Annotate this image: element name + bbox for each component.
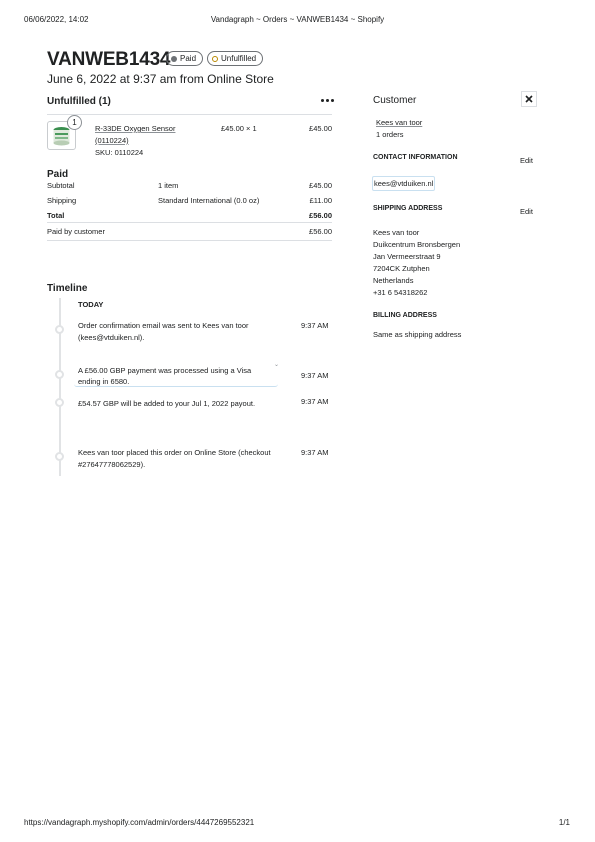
customer-email-link[interactable]: kees@vtduiken.nl xyxy=(372,176,435,191)
timeline-event-time: 9:37 AM xyxy=(301,448,329,457)
timeline-event-text: A £56.00 GBP payment was processed using a Visa xyxy=(78,366,252,375)
billing-heading: BILLING ADDRESS xyxy=(373,312,437,319)
product-sku: SKU: 0110224 xyxy=(95,148,144,157)
timeline-event-time: 9:37 AM xyxy=(301,371,329,380)
contact-heading: CONTACT INFORMATION xyxy=(373,154,458,161)
timeline-event-time: 9:37 AM xyxy=(301,397,329,406)
timeline-event-text-2: ending in 6580. xyxy=(78,377,130,386)
fulfillment-heading: Unfulfilled (1) xyxy=(47,96,111,107)
timeline-event-text: Order confirmation email was sent to Kees van toor xyxy=(78,321,249,330)
product-name-link-2[interactable]: (0110224) xyxy=(95,136,129,145)
payment-heading: Paid xyxy=(47,169,69,180)
product-line-total: £45.00 xyxy=(309,124,332,133)
payment-value-shipping: £11.00 xyxy=(309,196,332,205)
payment-value-subtotal: £45.00 xyxy=(309,181,332,190)
customer-name-link[interactable]: Kees van toor xyxy=(376,118,423,127)
timeline-event-text-2: #27647778062529). xyxy=(78,460,146,469)
payment-desc-shipping: Standard International (0.0 oz) xyxy=(158,196,260,205)
divider xyxy=(47,114,332,115)
product-price-qty: £45.00 × 1 xyxy=(221,124,257,133)
customer-orders-count: 1 orders xyxy=(376,130,404,139)
address-phone: +31 6 54318262 xyxy=(373,288,428,297)
billing-value: Same as shipping address xyxy=(373,330,462,339)
more-actions-button[interactable] xyxy=(318,92,336,108)
product-name-link[interactable]: R-33DE Oxygen Sensor xyxy=(95,124,176,133)
customer-heading: Customer xyxy=(373,95,417,106)
timeline-event-text-2: (kees@vtduiken.nl). xyxy=(78,333,145,342)
paid-by-value: £56.00 xyxy=(309,227,332,236)
paid-dot-icon xyxy=(171,56,177,62)
timeline-event-text: £54.57 GBP will be added to your Jul 1, 2022 payout. xyxy=(78,399,256,408)
timeline-event-text: Kees van toor placed this order on Online Store (checkout xyxy=(78,448,271,457)
print-datetime: 06/06/2022, 14:02 xyxy=(24,15,89,24)
shipping-edit-button[interactable]: Edit xyxy=(520,207,533,216)
timeline-dot xyxy=(55,398,64,407)
status-badge-label: Paid xyxy=(180,54,197,63)
print-url: https://vandagraph.myshopify.com/admin/orders/4447269552321 xyxy=(24,818,255,827)
address-line: 7204CK Zutphen xyxy=(373,264,430,273)
paid-by-label: Paid by customer xyxy=(47,227,105,236)
address-line: Netherlands xyxy=(373,276,414,285)
shipping-heading: SHIPPING ADDRESS xyxy=(373,205,443,212)
quantity-badge: 1 xyxy=(67,115,82,130)
divider xyxy=(47,240,332,241)
chevron-down-icon[interactable]: ⌄ xyxy=(274,362,280,368)
status-badge-paid xyxy=(166,51,203,66)
contact-edit-button[interactable]: Edit xyxy=(520,156,533,165)
order-subtitle: June 6, 2022 at 9:37 am from Online Store xyxy=(47,72,274,86)
address-line: Kees van toor xyxy=(373,228,420,237)
address-line: Duikcentrum Bronsbergen xyxy=(373,240,461,249)
more-horizontal-icon xyxy=(321,99,324,102)
close-button[interactable] xyxy=(521,91,537,107)
unfulfilled-dot-icon xyxy=(212,56,218,62)
status-badge-label: Unfulfilled xyxy=(221,54,257,63)
payment-label-subtotal: Subtotal xyxy=(47,181,75,190)
payment-label-shipping: Shipping xyxy=(47,196,77,205)
payment-desc-subtotal: 1 item xyxy=(158,181,179,190)
timeline-dot xyxy=(55,325,64,334)
page-title: VANWEB1434 xyxy=(47,49,171,70)
close-icon xyxy=(525,95,533,103)
print-page-number: 1/1 xyxy=(558,818,570,827)
timeline-dot xyxy=(55,370,64,379)
status-badge-unfulfilled xyxy=(207,51,263,66)
timeline-day-label: TODAY xyxy=(78,300,104,309)
payment-value-total: £56.00 xyxy=(309,211,332,220)
timeline-heading: Timeline xyxy=(47,283,88,294)
print-page-title: Vandagraph ~ Orders ~ VANWEB1434 ~ Shopify xyxy=(210,15,385,24)
payment-label-total: Total xyxy=(47,211,65,220)
timeline-event-time: 9:37 AM xyxy=(301,321,329,330)
address-line: Jan Vermeerstraat 9 xyxy=(373,252,441,261)
timeline-dot xyxy=(55,452,64,461)
divider xyxy=(47,222,332,223)
